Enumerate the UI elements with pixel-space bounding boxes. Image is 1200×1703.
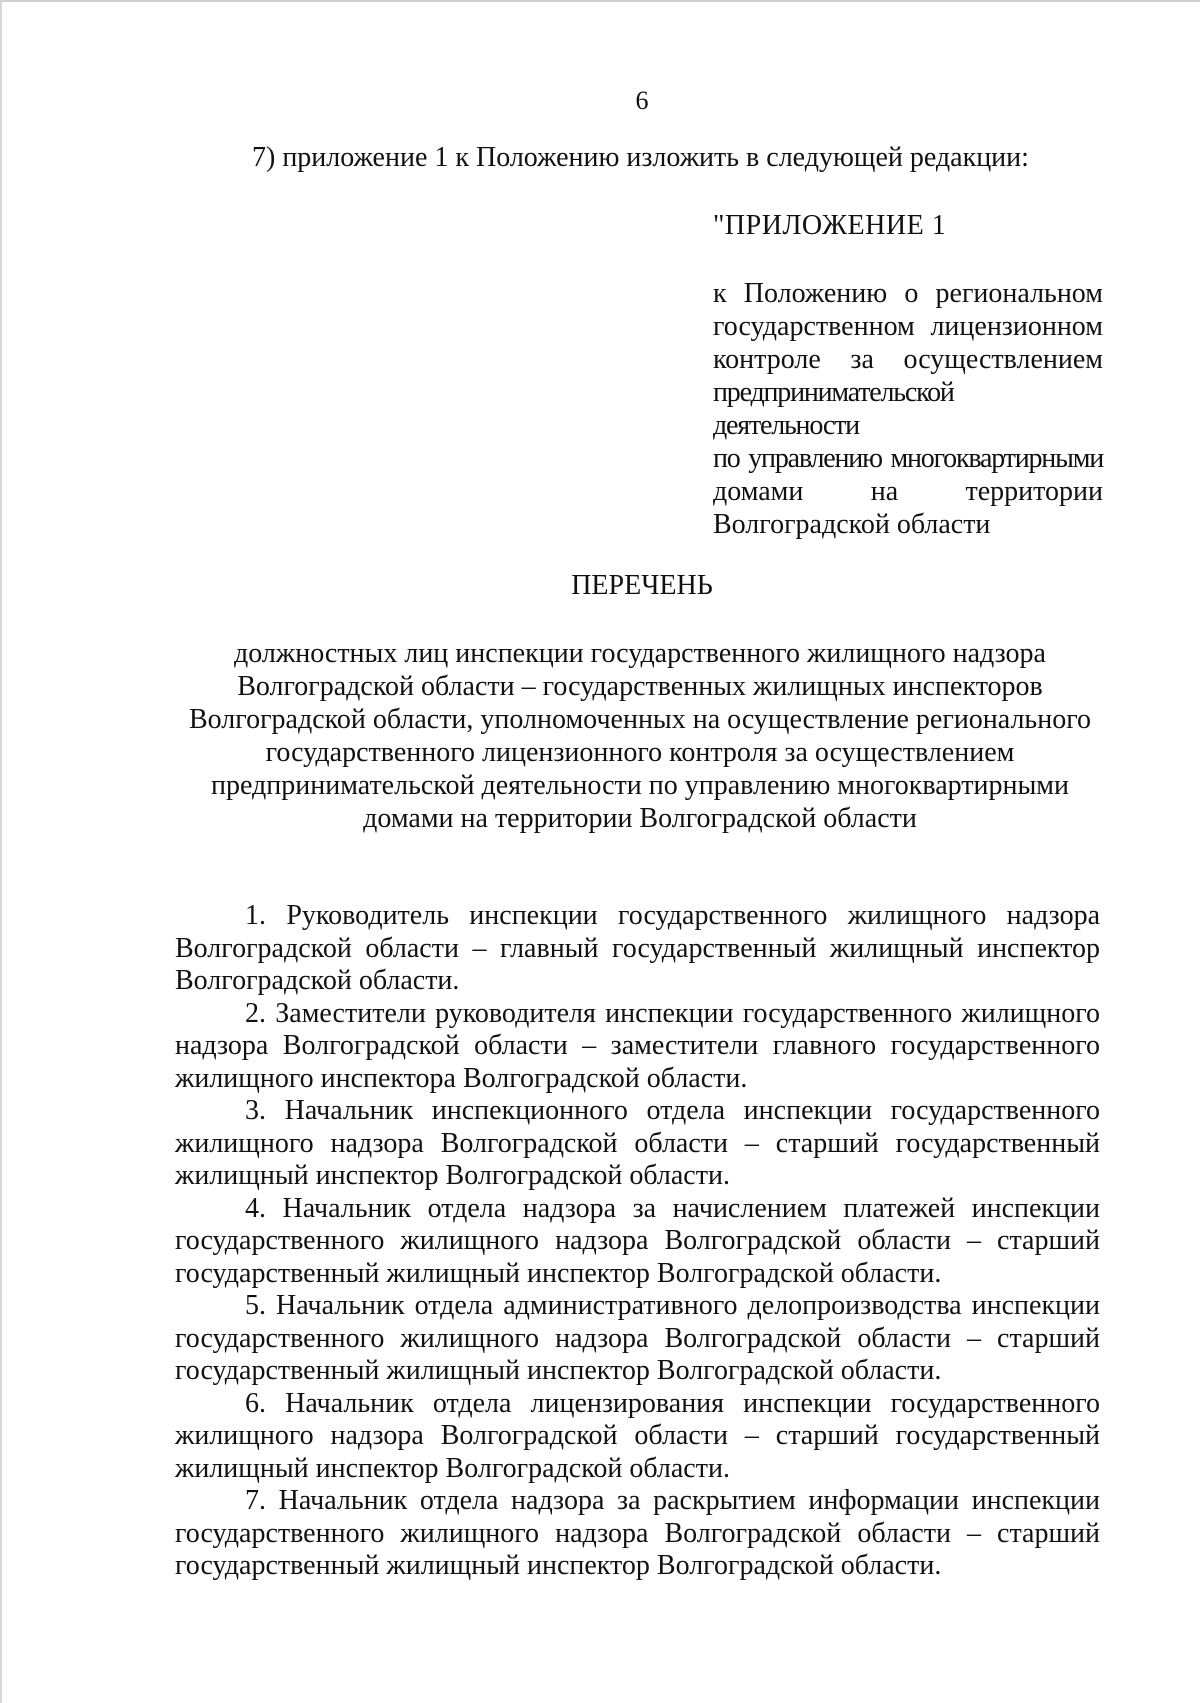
list-item: 1. Руководитель инспекции государственного жилищного надзора Волгоградской области – главный государственный жилищный инспектор Волгоградской области. [175,900,1100,996]
appendix-note-line: государственном лицензионном [713,311,1103,342]
appendix-note-line: к Положению о региональном [713,278,1103,309]
list-subtitle-line: должностных лиц инспекции государственного жилищного надзора [234,638,1046,669]
list-title: ПЕРЕЧЕНЬ [571,570,713,601]
appendix-note-line: контроле за осуществлением [713,344,1103,375]
list-item: 7. Начальник отдела надзора за раскрытием информации инспекции государственного жилищного надзора Волгоградской области – старший государственный жилищный инспектор Волгоградской области. [175,1485,1100,1581]
list-subtitle-line: предпринимательской деятельности по управлению многоквартирными [210,770,1069,801]
list-item: 3. Начальник инспекционного отдела инспекции государственного жилищного надзора Волгоградской области – старший государственный жилищный инспектор Волгоградской области. [175,1095,1100,1191]
appendix-note-line: предпринимательской деятельности [713,377,954,441]
list-subtitle-line: Волгоградской области, уполномоченных на осуществление регионального [189,704,1091,735]
appendix-note-line: Волгоградской области [713,509,991,540]
scan-edge-left [0,0,2,1703]
appendix-note-line: домами на территории [713,476,1103,507]
officials-list [175,900,1100,1583]
page-number: 6 [635,86,649,115]
amendment-intro: 7) приложение 1 к Положению изложить в следующей редакции: [252,142,1029,173]
list-item: 2. Заместители руководителя инспекции государственного жилищного надзора Волгоградской области – заместители главного государственного жилищного инспектора Волгоградской области. [175,997,1100,1094]
scan-edge-top [0,0,1200,2]
appendix-note-line: по управлению многоквартирными [713,443,1103,474]
list-subtitle-line: Волгоградской области – государственных жилищных инспекторов [237,671,1043,702]
list-item: 5. Начальник отдела административного делопроизводства инспекции государственного жилищного надзора Волгоградской области – старший государственный жилищный инспектор Волгоградской области. [175,1290,1100,1386]
list-subtitle [170,637,1110,835]
list-subtitle-line: домами на территории Волгоградской области [363,803,917,834]
list-item: 4. Начальник отдела надзора за начислением платежей инспекции государственного жилищного надзора Волгоградской области – старший государственный жилищный инспектор Волгоградской области. [175,1192,1100,1289]
appendix-title: "ПРИЛОЖЕНИЕ 1 [713,210,947,241]
list-subtitle-line: государственного лицензионного контроля за осуществлением [265,737,1015,768]
appendix-note [713,277,1103,541]
list-item: 6. Начальник отдела лицензирования инспекции государственного жилищного надзора Волгоградской области – старший государственный жилищный инспектор Волгоградской области. [175,1387,1100,1484]
